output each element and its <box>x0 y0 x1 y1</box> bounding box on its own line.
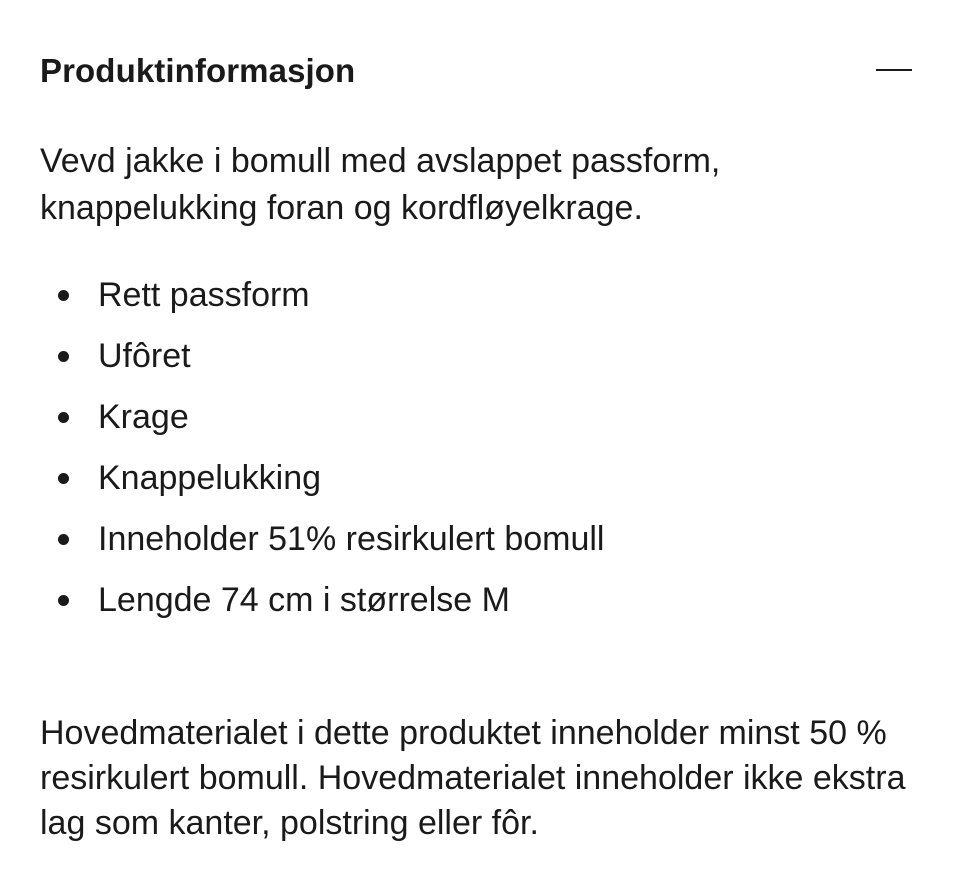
feature-text: Rett passform <box>98 276 310 314</box>
feature-text: Lengde 74 cm i størrelse M <box>98 581 510 619</box>
list-item <box>40 266 604 327</box>
section-title: Produktinformasjon <box>40 52 356 89</box>
bullet-icon <box>58 290 69 301</box>
feature-text: Krage <box>98 398 189 436</box>
material-note: Hovedmaterialet i dette produktet inneholder minst 50 % resirkulert bomull. Hovedmaterialet inneholder ikke ekstra lag som kanter, polstring eller fôr. <box>40 714 906 842</box>
bullet-icon <box>58 534 69 545</box>
bullet-icon <box>58 595 69 606</box>
feature-text: Ufôret <box>98 337 191 375</box>
list-item <box>40 510 604 571</box>
feature-text: Inneholder 51% resirkulert bomull <box>98 520 605 558</box>
minus-icon[interactable] <box>876 53 912 89</box>
bullet-icon <box>58 412 69 423</box>
feature-text: Knappelukking <box>98 459 322 497</box>
list-item <box>40 327 604 388</box>
list-item <box>40 449 604 510</box>
list-item <box>40 571 604 632</box>
bullet-icon <box>58 351 69 362</box>
list-item <box>40 388 604 449</box>
bullet-icon <box>58 473 69 484</box>
feature-list <box>40 266 604 632</box>
product-info-header[interactable] <box>40 46 912 96</box>
product-description: Vevd jakke i bomull med avslappet passform, knappelukking foran og kordfløyelkrage. <box>40 142 721 227</box>
